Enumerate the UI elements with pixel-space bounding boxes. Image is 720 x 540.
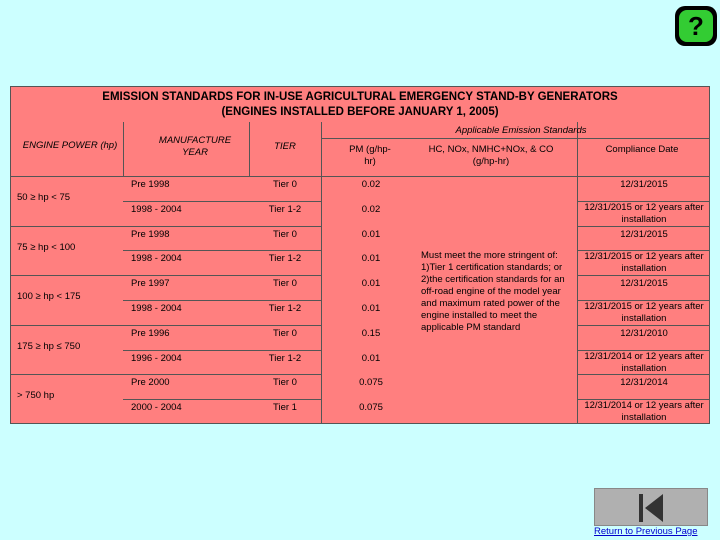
divider <box>11 226 321 227</box>
help-button[interactable] <box>675 6 717 46</box>
cell-year: Pre 1998 <box>131 228 170 240</box>
cell-compliance-date: 12/31/2015 or 12 years after installation <box>584 201 704 225</box>
title-line-2: (ENGINES INSTALLED BEFORE JANUARY 1, 2005) <box>221 106 499 118</box>
return-link[interactable]: Return to Previous Page <box>594 526 698 537</box>
hc-requirement-text: Must meet the more stringent of: 1)Tier 1 certification standards; or 2)the certification standards for an off-road engine of the model year and maximum rated power of the engine installed to meet the applicable PM standard <box>421 250 565 333</box>
divider <box>11 275 321 276</box>
cell-year: 1998 - 2004 <box>131 203 182 215</box>
cell-year: Pre 1998 <box>131 179 170 190</box>
cell-compliance-date: 12/31/2014 <box>620 377 668 389</box>
cell-tier: Tier 1 <box>273 402 297 414</box>
cell-tier: Tier 0 <box>273 377 297 389</box>
cell-year: Pre 1997 <box>131 278 170 290</box>
divider <box>577 275 709 276</box>
cell-tier: Tier 0 <box>273 278 297 290</box>
divider <box>123 201 321 202</box>
cell-pm: 0.075 <box>359 402 383 414</box>
title-line-1: EMISSION STANDARDS FOR IN-USE AGRICULTURAL EMERGENCY STAND-BY GENERATORS <box>102 91 618 103</box>
header-manufacture-year: MANUFACTURE YEAR <box>158 135 232 158</box>
divider <box>321 138 709 139</box>
cell-tier: Tier 0 <box>273 179 297 190</box>
cell-compliance-date: 12/31/2014 or 12 years after installation <box>584 350 704 374</box>
header-tier: TIER <box>274 141 296 152</box>
return-button[interactable] <box>594 488 708 526</box>
cell-year: 1996 - 2004 <box>131 352 182 364</box>
cell-pm: 0.01 <box>361 352 381 364</box>
cell-tier: Tier 1-2 <box>268 303 302 314</box>
cell-pm: 0.01 <box>361 303 381 314</box>
cell-tier: Tier 1-2 <box>268 352 302 364</box>
cell-pm: 0.15 <box>361 327 381 339</box>
cell-compliance-date: 12/31/2015 <box>620 278 668 290</box>
cell-compliance-date: 12/31/2015 or 12 years after installation <box>584 251 704 275</box>
divider <box>11 374 321 375</box>
cell-engine-power: 75 ≥ hp < 100 <box>17 241 76 253</box>
cell-engine-power: 175 ≥ hp ≤ 750 <box>17 340 81 352</box>
cell-compliance-date: 12/31/2010 <box>620 327 668 339</box>
cell-engine-power: 50 ≥ hp < 75 <box>17 192 71 203</box>
cell-year: 2000 - 2004 <box>131 402 182 414</box>
cell-engine-power: > 750 hp <box>17 390 55 402</box>
cell-compliance-date: 12/31/2014 or 12 years after installation <box>584 400 704 424</box>
header-compliance-date: Compliance Date <box>605 144 679 155</box>
divider <box>123 300 321 301</box>
divider <box>577 226 709 227</box>
cell-tier: Tier 1-2 <box>268 253 302 265</box>
divider <box>123 399 321 400</box>
cell-compliance-date: 12/31/2015 or 12 years after installation <box>584 301 704 324</box>
cell-pm: 0.01 <box>361 228 381 240</box>
cell-year: Pre 2000 <box>131 377 170 389</box>
cell-pm: 0.01 <box>361 278 381 290</box>
divider <box>11 325 321 326</box>
cell-pm: 0.075 <box>359 377 383 389</box>
header-engine-power: ENGINE POWER (hp) <box>22 140 118 151</box>
divider <box>577 374 709 375</box>
cell-compliance-date: 12/31/2015 <box>620 179 668 190</box>
divider <box>577 122 578 424</box>
divider <box>11 176 709 177</box>
cell-year: Pre 1996 <box>131 327 170 339</box>
header-applicable-standards: Applicable Emission Standards <box>455 125 587 136</box>
help-label: ? <box>679 10 713 42</box>
cell-compliance-date: 12/31/2015 <box>620 228 668 240</box>
header-hc: HC, NOx, NMHC+NOx, & CO (g/hp-hr) <box>428 144 554 167</box>
table-title <box>10 86 710 122</box>
cell-year: 1998 - 2004 <box>131 253 182 265</box>
header-pm: PM (g/hp-hr) <box>349 144 391 167</box>
cell-tier: Tier 0 <box>273 327 297 339</box>
cell-pm: 0.01 <box>361 253 381 265</box>
return-icon <box>635 491 669 525</box>
cell-engine-power: 100 ≥ hp < 175 <box>17 291 81 303</box>
emission-standards-table <box>10 122 710 424</box>
divider <box>123 350 321 351</box>
cell-tier: Tier 0 <box>273 228 297 240</box>
cell-pm: 0.02 <box>361 203 381 215</box>
cell-year: 1998 - 2004 <box>131 303 182 314</box>
cell-pm: 0.02 <box>361 179 381 190</box>
cell-tier: Tier 1-2 <box>268 203 302 215</box>
divider <box>577 325 709 326</box>
divider <box>123 250 321 251</box>
